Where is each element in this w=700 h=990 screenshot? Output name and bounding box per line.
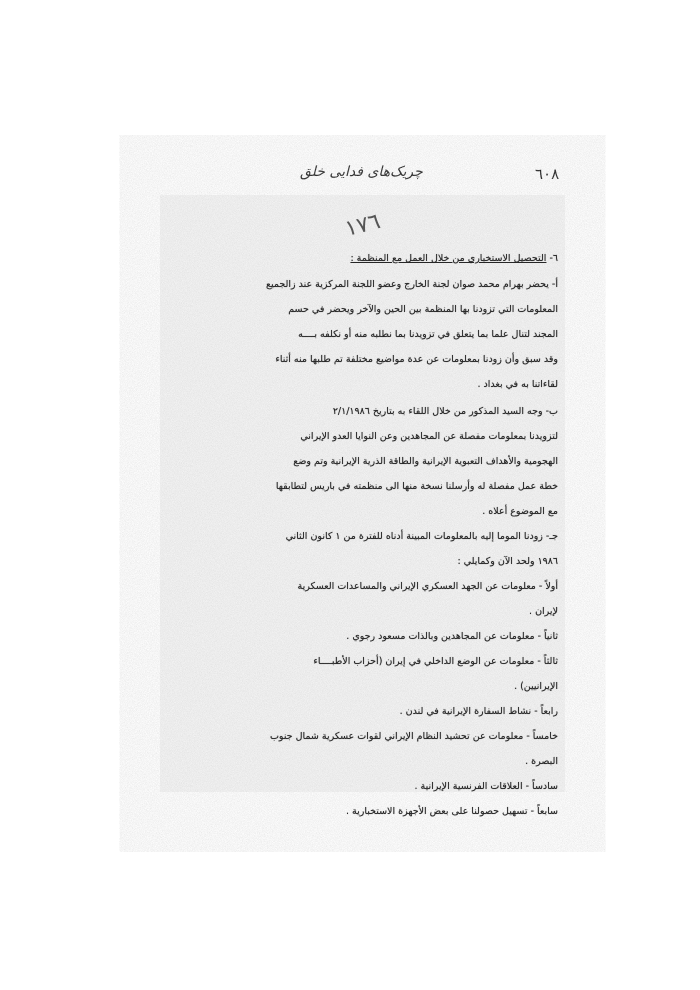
document-line: [293, 456, 558, 468]
document-line: [482, 506, 558, 518]
document-line: [457, 556, 558, 568]
book-title: چریک‌های فدایی خلق: [300, 164, 423, 180]
line-text: يحضر بهرام محمد صوان لجنة الخارج وعضو اللجنة المركزية عند زالجميع: [265, 279, 549, 290]
line-text: رابعاً - نشاط السفارة الإيرانية في لندن .: [399, 706, 558, 717]
line-text: المجند لتنال علما بما يتعلق في تزويدنا بما نطلبه منه أو نكلفه بــــه: [298, 329, 558, 340]
line-text: سادساً - العلاقات الفرنسية الإيرانية .: [414, 781, 558, 792]
line-text: البصرة .: [525, 756, 558, 767]
document-line: [266, 279, 558, 291]
document-line: [297, 581, 558, 593]
line-text: الهجومية والأهداف التعبوية الإيرانية والطاقة الذرية الإيرانية وتم وضع: [293, 456, 558, 467]
line-text: سابعاً - تسهيل حصولنا على بعض الأجهزة الاستخبارية .: [345, 806, 558, 817]
line-text: مع الموضوع أعلاه .: [482, 506, 558, 517]
line-text: لإيران .: [529, 606, 558, 617]
line-marker: جـ-: [545, 531, 558, 542]
page-number: ٦٠٨: [535, 165, 560, 183]
document-line: [286, 531, 558, 543]
line-marker: أ-: [551, 279, 558, 290]
section-title: التحصيل الاستخباري من خلال العمل مع المنظمة :: [350, 253, 547, 264]
line-marker: ب-: [545, 406, 558, 417]
line-text: لتزويدنا بمعلومات مفصلة عن المجاهدين وعن النوايا العدو الإيراني: [300, 431, 558, 442]
section-marker: ٦-: [549, 253, 558, 264]
document-line: [270, 731, 558, 743]
line-text: أولاً - معلومات عن الجهد العسكري الإيراني والمساعدات العسكرية: [297, 581, 558, 592]
document-line: [478, 379, 559, 391]
handwritten-mark: ١٧٦: [342, 209, 383, 242]
line-text: الإيرانيين) .: [514, 681, 558, 692]
document-line: [300, 431, 558, 443]
line-text: ثانياً - معلومات عن المجاهدين وبالذات مسعود رجوي .: [346, 631, 558, 642]
document-line: [346, 806, 558, 818]
line-text: ثالثاً - معلومات عن الوضع الداخلي في إيران (أحزاب الأطبــــاء: [313, 656, 558, 667]
line-text: وجه السيد المذكور من خلال اللقاء به بتاريخ ٢/١/١٩٨٦: [332, 406, 543, 417]
line-text: خطة عمل مفصلة له وأرسلنا نسخة منها الى منظمته في باريس لتطابقها: [275, 481, 558, 492]
line-text: خامساً - معلومات عن تحشيد النظام الإيراني لقوات عسكرية شمال جنوب: [269, 731, 558, 742]
document-line: [346, 631, 558, 643]
document-line: [415, 781, 559, 793]
line-text: ١٩٨٦ ولحد الآن وكمايلي :: [457, 556, 558, 567]
document-line: [288, 304, 558, 316]
document-line: [298, 329, 558, 341]
document-line: [313, 656, 558, 668]
document-line: [333, 406, 558, 418]
line-text: المعلومات التي تزودنا بها المنظمة بين الحين والآخر ويحضر في حسم: [288, 304, 558, 315]
line-text: زودنا الموما إليه بالمعلومات المبينة أدناه للفترة من ١ كانون الثاني: [285, 531, 543, 542]
document-line: [400, 706, 558, 718]
line-text: لقاءاتنا به في بغداد .: [477, 379, 558, 390]
document-line: [529, 606, 558, 618]
document-line: [525, 756, 558, 768]
scanned-document: [160, 195, 565, 817]
section-heading: [350, 253, 558, 265]
document-line: [276, 481, 558, 493]
line-text: وقد سبق وأن زودنا بمعلومات عن عدة مواضيع مختلفة تم طلبها منه أثناء: [275, 354, 558, 365]
document-line: [514, 681, 558, 693]
document-line: [275, 354, 558, 366]
